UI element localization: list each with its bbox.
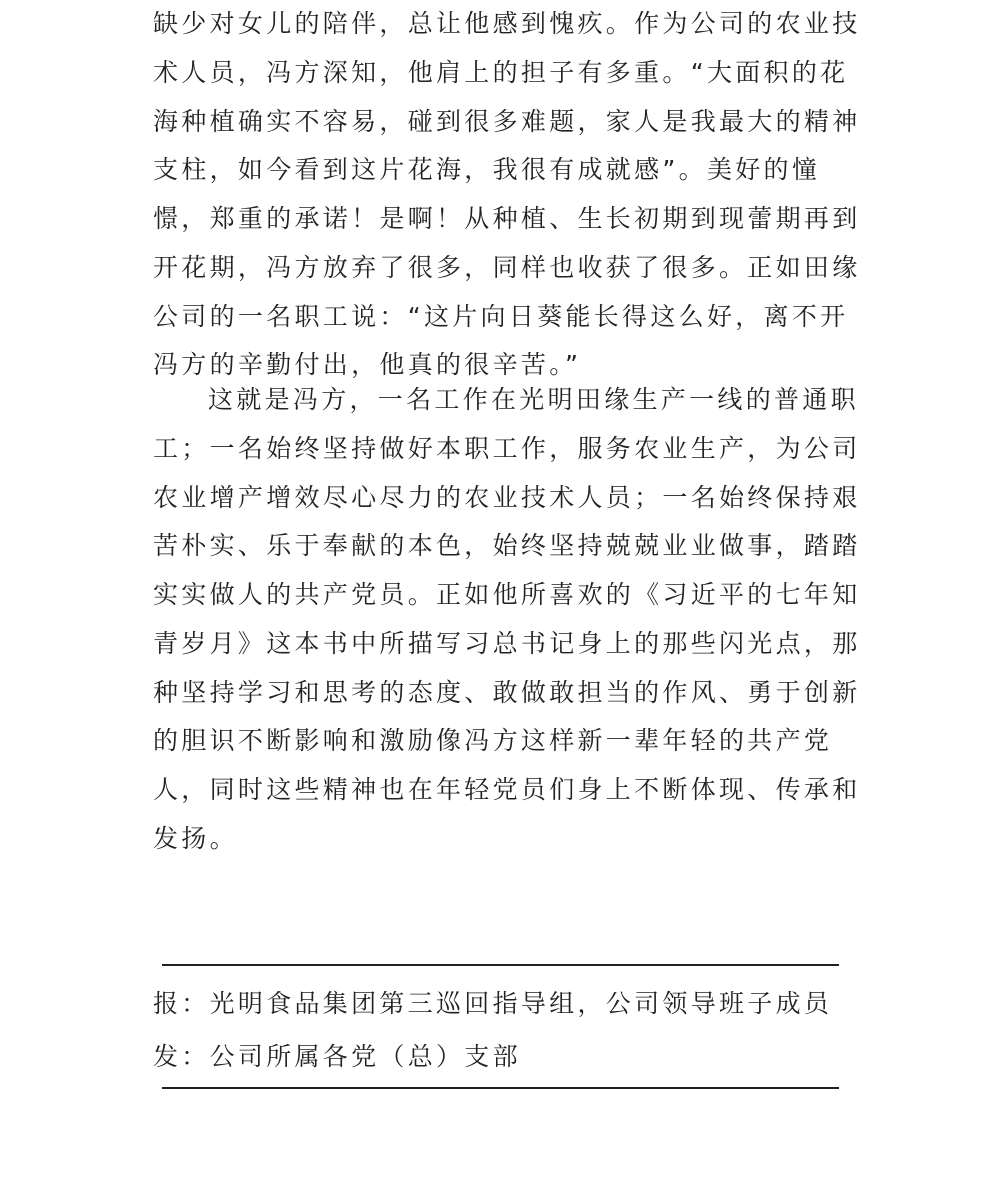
distribution-report-line: 报：光明食品集团第三巡回指导组，公司领导班子成员: [153, 989, 833, 1018]
body-paragraph-2: 这就是冯方，一名工作在光明田缘生产一线的普通职工；一名始终坚持做好本职工作，服务农业生产，为公司农业增产增效尽心尽力的农业技术人员；一名始终保持艰苦朴实、乐于奉献的本色，始终坚持兢兢业业做事，踏踏实实做人的共产党员。正如他所喜欢的《习近平的七年知青岁月》这本书中所描写习总书记身上的那些闪光点，那种坚持学习和思考的态度、敢做敢担当的作风、勇于创新的胆识不断影响和激励像冯方这样新一辈年轻的共产党人，同时这些精神也在年轻党员们身上不断体现、传承和发扬。: [153, 385, 861, 853]
distribution-send-line: 发：公司所属各党（总）支部: [153, 1042, 521, 1071]
body-paragraph-1: 缺少对女儿的陪伴，总让他感到愧疚。作为公司的农业技术人员，冯方深知，他肩上的担子有多重。“大面积的花海种植确实不容易，碰到很多难题，家人是我最大的精神支柱，如今看到这片花海，我很有成就感”。美好的憧憬，郑重的承诺！是啊！从种植、生长初期到现蕾期再到开花期，冯方放弃了很多，同样也收获了很多。正如田缘公司的一名职工说：“这片向日葵能长得这么好，离不开冯方的辛勤付出，他真的很辛苦。”: [153, 9, 861, 380]
distribution-bottom-rule: [162, 1087, 839, 1089]
distribution-top-rule: [162, 964, 839, 966]
